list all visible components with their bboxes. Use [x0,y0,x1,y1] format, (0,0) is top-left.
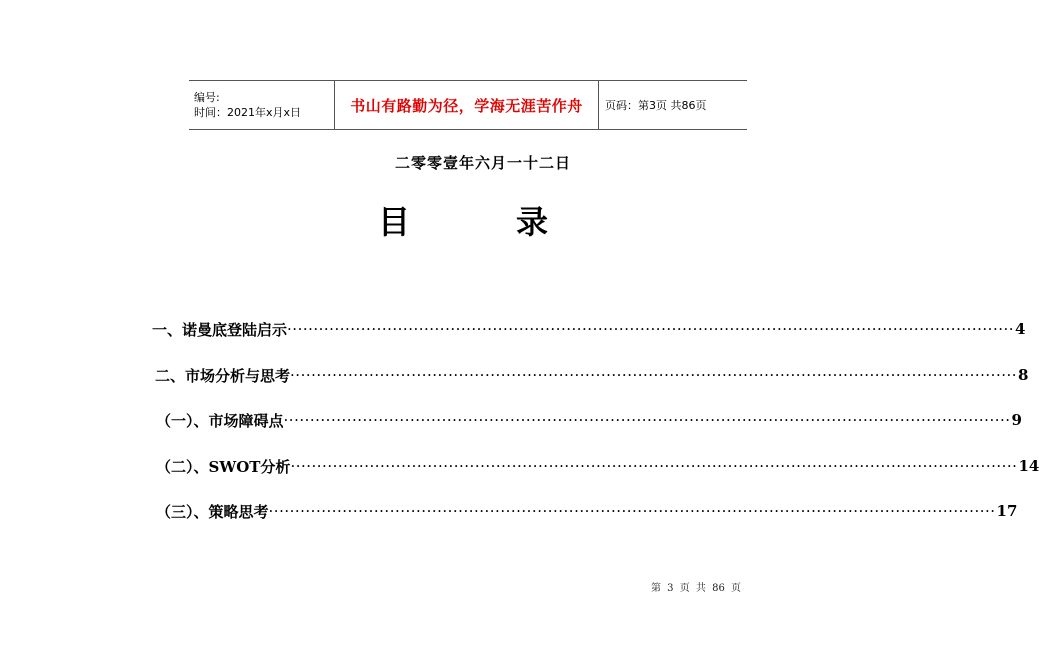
header-meta-cell [189,81,335,129]
toc-entry-page: 9 [1011,411,1022,429]
toc-leader-dots: ·········································································································································· [287,320,1015,338]
toc-title [378,197,548,241]
toc-entry-title: 诺曼底登陆启示 [182,320,288,339]
header-page-cell [599,81,747,129]
toc-entry[interactable] [155,364,1029,386]
toc-entry[interactable] [156,500,1018,522]
toc-title-left: 目 [378,203,411,241]
toc-leader-dots: ·········································································································································· [283,411,1011,429]
document-date: 二零零壹年六月一十二日 [394,154,571,172]
toc-entry-number: （一）、 [156,411,209,430]
toc-entry-number: 二、 [155,366,186,385]
toc-entry-title: 市场障碍点 [208,411,284,430]
toc-entry-page: 8 [1018,366,1029,384]
header-page-info: 页码：第3页 共86页 [605,99,707,112]
toc-entry[interactable] [152,318,1026,340]
toc-entry[interactable] [156,455,1039,477]
page-header-table [189,80,747,130]
time-label: 时间：2021年x月x日 [194,106,302,119]
toc-entry-page: 17 [996,502,1018,520]
toc-entry-title: 市场分析与思考 [185,366,291,385]
toc-entry[interactable] [156,409,1022,431]
toc-entry-number: （二）、 [156,457,209,476]
toc-entry-title: 策略思考 [208,502,269,521]
motto-text: 书山有路勤为径，学海无涯苦作舟 [350,96,583,115]
serial-number-label: 编号: [194,91,220,104]
toc-entry-title: SWOT分析 [208,457,291,476]
toc-entry-number: （三）、 [156,502,209,521]
toc-leader-dots: ·········································································································································· [290,366,1018,384]
toc-leader-dots: ·········································································································································· [268,502,996,520]
page-footer: 第 3 页 共 86 页 [651,583,741,594]
toc-title-right: 录 [515,203,548,241]
header-motto-cell [335,81,599,129]
toc-entry-page: 14 [1018,457,1039,475]
toc-entry-number: 一、 [152,320,183,339]
toc-leader-dots: ·········································································································································· [290,457,1018,475]
toc-entry-page: 4 [1015,320,1026,338]
